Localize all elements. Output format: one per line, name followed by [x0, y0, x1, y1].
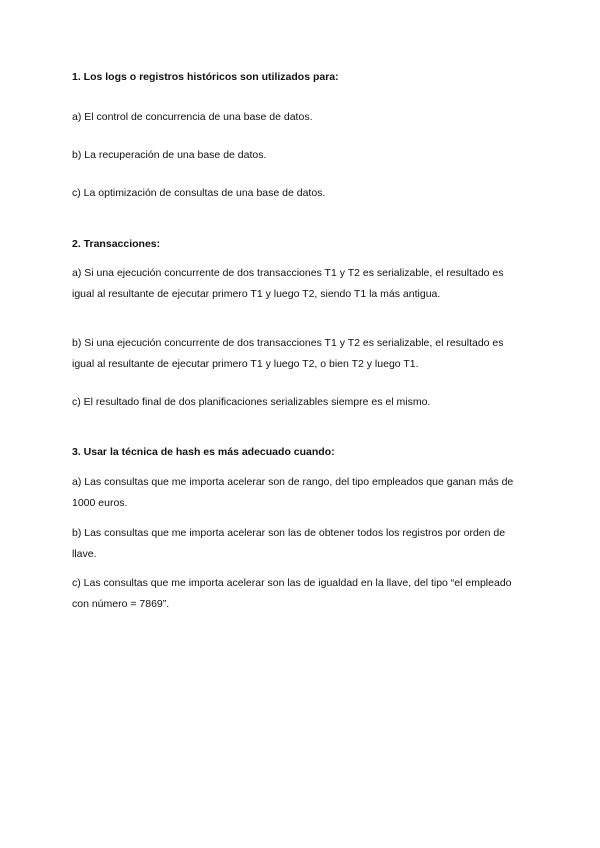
question-2-title: 2. Transacciones: — [72, 238, 161, 250]
question-3-option-a: a) Las consultas que me importa acelerar son de rango, del tipo empleados que ganan más de 1000 euros. — [72, 476, 514, 509]
question-1-option-b: b) La recuperación de una base de datos. — [72, 149, 267, 161]
question-3-title: 3. Usar la técnica de hash es más adecuado cuando: — [72, 446, 335, 458]
question-2-option-b: b) Si una ejecución concurrente de dos transacciones T1 y T2 es serializable, el resultado es igual al resultante de ejecutar primero T1 y luego T2, o bien T2 y luego T1. — [72, 337, 504, 370]
question-3-option-b: b) Las consultas que me importa acelerar son las de obtener todos los registros por orden de llave. — [72, 527, 506, 560]
question-2-option-c: c) El resultado final de dos planificaciones serializables siempre es el mismo. — [72, 396, 431, 408]
question-3-option-c: c) Las consultas que me importa acelerar son las de igualdad en la llave, del tipo “el empleado con número = 7869”. — [72, 577, 512, 610]
question-1-option-c: c) La optimización de consultas de una base de datos. — [72, 187, 326, 199]
question-1-title: 1. Los logs o registros históricos son utilizados para: — [72, 71, 339, 83]
question-1-option-a: a) El control de concurrencia de una base de datos. — [72, 111, 313, 123]
question-2-option-a: a) Si una ejecución concurrente de dos transacciones T1 y T2 es serializable, el resultado es igual al resultante de ejecutar primero T1 y luego T2, siendo T1 la más antigua. — [72, 267, 504, 300]
